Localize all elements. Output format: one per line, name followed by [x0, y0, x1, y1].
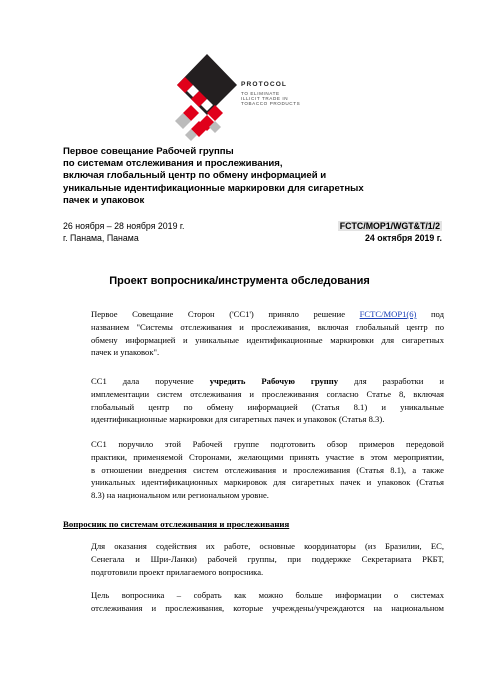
paragraph-line: уникальных идентификационных маркировок для сигаретных пачек и упаковок (Статья: [91, 477, 444, 488]
logo-subtitle: [241, 91, 300, 107]
paragraph-3: [63, 438, 444, 502]
decision-link[interactable]: FCTC/MOP1(6): [359, 309, 417, 319]
protocol-logo: [171, 49, 331, 149]
paragraph-line: Для оказания содействия их работе, основные координаторы (из Бразилии, ЕС,: [91, 541, 444, 551]
logo-subtitle-line: TOBACCO PRODUCTS: [241, 101, 301, 107]
paragraph-line: обмену информацией и уникальные идентификационные маркировки для сигаретных: [91, 334, 444, 345]
meeting-title-line: Первое совещание Рабочей группы: [63, 146, 234, 157]
paragraph-5: [63, 589, 444, 615]
paragraph-line: подготовили проект прилагаемого вопросника.: [91, 566, 264, 577]
paragraph-1: [63, 308, 444, 359]
logo-text: [241, 82, 300, 107]
paragraph-line: в отношении внедрения систем отслеживания и прослеживания (Статья 8.1), а также: [91, 464, 444, 475]
section-heading: Вопросник по системам отслеживания и прослеживания: [63, 519, 290, 529]
logo-subtitle-line: ILLICIT TRADE IN: [241, 96, 289, 101]
paragraph-line: идентификационные маркировки для сигаретных пачек и упаковок (Статья 8.3).: [91, 414, 385, 425]
paragraph-line: СС1 поручило этой Рабочей группе подготовить обзор примеров передовой: [91, 439, 444, 449]
document-title: Проект вопросника/инструмента обследования: [109, 275, 370, 287]
paragraph-line: Цель вопросника – собрать как можно больше информации о системах: [91, 590, 444, 600]
paragraph-line: практики, применяемой Сторонами, желающими принять участие в этом мероприятии,: [91, 451, 444, 462]
meeting-place: г. Панама, Панама: [63, 233, 139, 243]
document-reference: [338, 220, 442, 244]
logo-diamond-mark: [171, 49, 239, 149]
meeting-title-line: уникальные идентификационные маркировки для сигаретных: [63, 182, 364, 194]
logo-subtitle-line: TO ELIMINATE: [241, 90, 280, 96]
paragraph-line: СС1 дала поручение учредить Рабочую группу для разработки и: [91, 376, 444, 386]
paragraph-line: пачек и упаковок".: [91, 347, 160, 358]
document-code: FCTC/MOP1/WGT&T/1/2: [339, 221, 440, 231]
paragraph-line: 8.3) на национальном или региональном уровне.: [91, 490, 269, 501]
paragraph-line: названием "Системы отслеживания и прослеживания, включая глобальный центр по: [91, 321, 444, 332]
meeting-title-line: по системам отслеживания и прослеживания,: [63, 158, 283, 170]
paragraph-line: Первое Совещание Сторон ('СС1') приняло решение FCTC/MOP1(6) под: [91, 309, 444, 319]
bold-phrase: учредить Рабочую группу: [209, 376, 339, 386]
meeting-dates: 26 ноября – 28 ноября 2019 г.: [63, 221, 185, 231]
meeting-title: [63, 146, 443, 207]
paragraph-2: [63, 375, 444, 426]
meeting-details: [63, 220, 185, 244]
paragraph-line: Сенегала и Шри-Ланки) рабочей группы, при поддержке Секретариата РКБТ,: [91, 553, 444, 564]
meeting-title-line: пачек и упаковок: [63, 194, 145, 206]
logo-title: PROTOCOL: [241, 81, 288, 88]
meeting-title-line: включая глобальный центр по обмену информацией и: [63, 170, 327, 182]
paragraph-4: [63, 540, 444, 578]
paragraph-line: отслеживания и прослеживания, которые учреждены/учреждаются на национальном: [91, 602, 444, 613]
paragraph-line: глобальный центр по обмену информацией (Статья 8.1) и уникальные: [91, 401, 444, 412]
paragraph-line: имплементации систем отслеживания и прослеживания согласно Статье 8, включая: [91, 388, 444, 399]
document-date: 24 октября 2019 г.: [365, 233, 442, 243]
